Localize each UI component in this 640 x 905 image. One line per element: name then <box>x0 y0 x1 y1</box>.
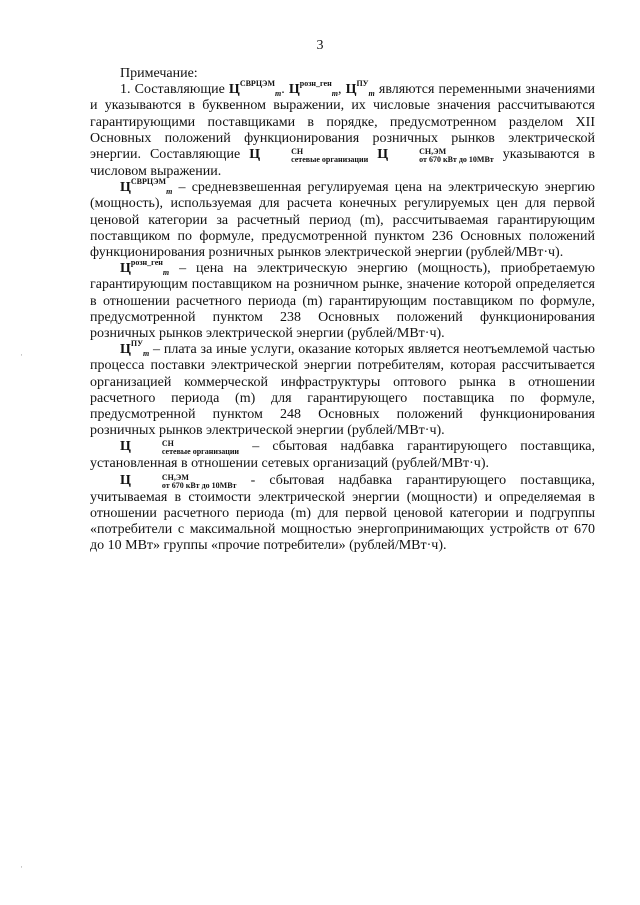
note-paragraph-1-body: являются переменными значениями и указываются в буквенном выражении, их числовые значения рассчитываются гарантирующими поставщиками в порядке, предусмотренном разделом XII Основных положений функционирования розничных рынков электрической энергии. Составляющие <box>90 82 596 163</box>
document-body <box>90 66 595 554</box>
symbol-c-svrtsem: $Ц^{СВРЦЭМ}_m$ <box>228 79 282 99</box>
definition-pu-text: – плата за иные услуги, оказание которых является неотъемлемой частью процесса поставки электрической энергии потребителям, которая рассчитывается организацией коммерческой инфраструктуры оптового рынка в отношении расчетного периода (m) для гарантирующего поставщика по формуле, предусмотренной пунктом 248 Основных положений функционирования розничных рынков электрической энергии (рублей/МВт·ч). <box>90 342 595 439</box>
symbol-c-pu: $Ц^{ПУ}_m$ <box>120 339 150 359</box>
page-number: 3 <box>316 38 324 53</box>
note-title: Примечание: <box>120 66 198 81</box>
definition-pu <box>90 339 595 439</box>
note-paragraph-1: 1. Составляющие $Ц^{СВРЦЭМ}_m$. $Ц^{розн\_ген}_m$, $Ц^{ПУ}_m$ являются переменными значениями и указываются в буквенном выражении, их числовые значения рассчитываются гарантирующими поставщиками в порядке, предусмотренном разделом XII Основных положений функционирования розничных рынков электрической энергии. Составляющие Ц СН сетевые организации Ц СН,ЭМ от 670 кВт до 10МВт указываются в числовом выражении. <box>90 79 596 180</box>
definition-svrtsem-text: – средневзвешенная регулируемая цена на электрическую энергию (мощность), используемая для расчета конечных регулируемых цен для первой ценовой категории за расчетный период (m), рассчитываемая гарантирующим поставщиком по формуле, предусмотренной пунктом 236 Основных положений функционирования розничных рынков электрической энергии (рублей/МВт·ч). <box>90 180 596 261</box>
symbol-c-rozn-gen: $Ц^{розн\_ген}_m$ <box>288 79 338 99</box>
definition-sn-setevye <box>90 439 595 472</box>
symbol-c-svrtsem: $Ц^{СВРЦЭМ}_m$ <box>120 177 173 197</box>
symbol-c-sn-em-670: Ц СН,ЭМ от 670 кВт до 10МВт <box>120 472 237 490</box>
symbol-c-pu: $Ц^{ПУ}_m$ <box>345 79 375 99</box>
note-paragraph-1-lead: 1. Составляющие <box>120 82 225 98</box>
symbol-c-rozn-gen: $Ц^{розн\_ген}_m$ <box>120 258 170 278</box>
definition-rozn-gen-text: – цена на электрическую энергию (мощность), приобретаемую гарантирующим поставщиком на розничном рынке, значение которой определяется в отношении расчетного периода (m) гарантирующим поставщиком по формуле, предусмотренной пунктом 238 Основных положений функционирования розничных рынков электрической энергии (рублей/МВт·ч). <box>90 261 596 342</box>
symbol-c-sn-em-670: Ц СН,ЭМ от 670 кВт до 10МВт <box>377 147 494 165</box>
definition-sn-em-670 <box>90 473 595 555</box>
definition-rozn-gen <box>90 258 596 342</box>
symbol-c-sn-setevye: Ц СН сетевые организации <box>120 439 240 457</box>
margin-mark: · <box>20 350 23 360</box>
definition-sn-setevye-text: – сбытовая надбавка гарантирующего поставщика, установленная в отношении сетевых организаций (рублей/МВт·ч). <box>90 439 595 472</box>
note-paragraph-1-end: указываются в числовом выражении. <box>90 147 595 180</box>
definition-sn-em-670-text: - сбытовая надбавка гарантирующего поставщика, учитываемая в стоимости электрической энергии (мощности) и определяемая в отношении расчетного периода (m) для первой ценовой категории и подгруппы «потребители с максимальной мощностью энергопринимающих устройств от 670 до 10 МВт» группы «прочие потребители» (рублей/МВт·ч). <box>90 472 595 554</box>
symbol-c-sn-setevye: Ц СН сетевые организации <box>249 147 369 165</box>
margin-mark: · <box>20 862 23 872</box>
definition-svrtsem <box>90 177 596 261</box>
